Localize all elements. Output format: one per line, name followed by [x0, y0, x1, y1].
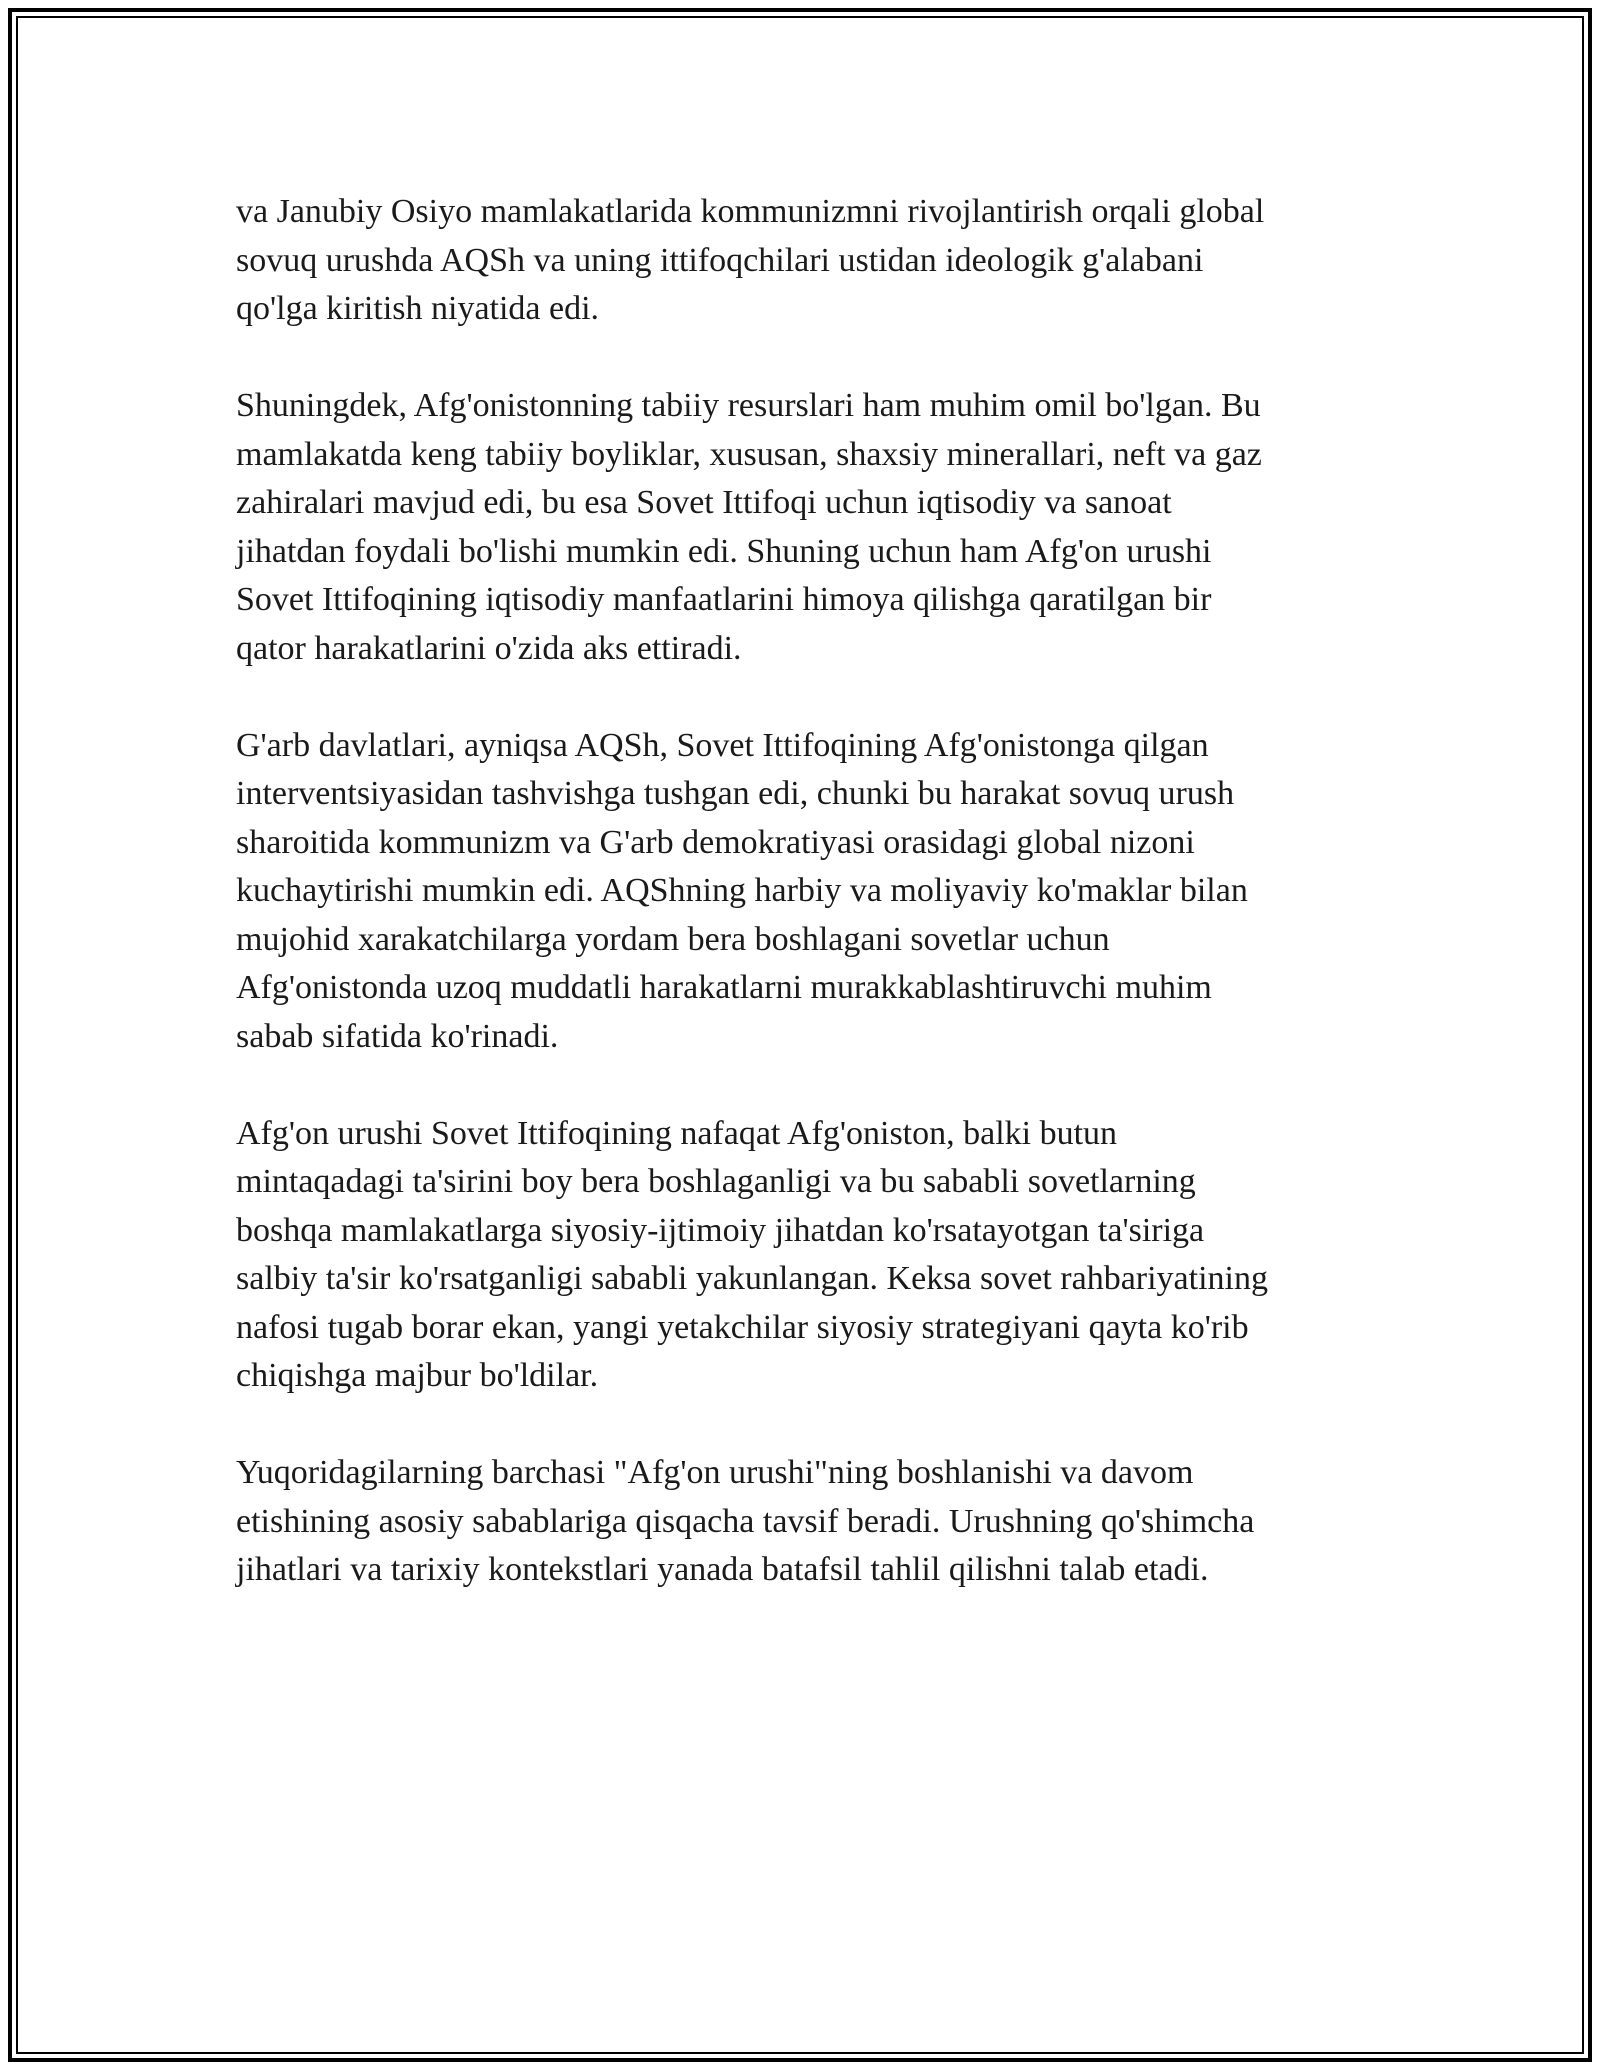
text-line: salbiy ta'sir ko'rsatganligi sababli yakunlangan. Keksa sovet rahbariyatining [236, 1260, 1268, 1297]
text-line: kuchaytirishi mumkin edi. AQShning harbiy va moliyaviy ko'maklar bilan [236, 872, 1248, 909]
text-line: mujohid xarakatchilarga yordam bera boshlagani sovetlar uchun [236, 920, 1110, 958]
text-line: Shuningdek, Afg'onistonning tabiiy resurslari ham muhim omil bo'lgan. Bu [236, 387, 1261, 424]
text-line: sabab sifatida ko'rinadi. [236, 1017, 559, 1055]
text-line: Afg'on urushi Sovet Ittifoqining nafaqat Afg'oniston, balki butun [236, 1114, 1118, 1152]
text-line: interventsiyasidan tashvishga tushgan edi, chunki bu harakat sovuq urush [236, 775, 1235, 812]
text-line: va Janubiy Osiyo mamlakatlarida kommunizmni rivojlantirish orqali global [236, 193, 1265, 230]
text-line: sharoitida kommunizm va G'arb demokratiyasi orasidagi global nizoni [236, 823, 1195, 861]
text-line: qator harakatlarini o'zida aks ettiradi. [236, 629, 742, 667]
text-line: Yuqoridagilarning barchasi "Afg'on urushi"ning boshlanishi va davom [236, 1454, 1194, 1491]
paragraph-1 [236, 188, 1354, 334]
text-line: jihatdan foydali bo'lishi mumkin edi. Shuning uchun ham Afg'on urushi [236, 532, 1212, 570]
text-line: jihatlari va tarixiy kontekstlari yanada batafsil tahlil qilishni talab etadi. [236, 1551, 1209, 1588]
text-line: zahiralari mavjud edi, bu esa Sovet Ittifoqi uchun iqtisodiy va sanoat [236, 484, 1172, 521]
text-line: etishining asosiy sabablariga qisqacha tavsif beradi. Urushning qo'shimcha [236, 1502, 1255, 1540]
text-line: G'arb davlatlari, ayniqsa AQSh, Sovet Ittifoqining Afg'onistonga qilgan [236, 726, 1209, 764]
paragraph-3 [236, 722, 1354, 1062]
text-line: Sovet Ittifoqining iqtisodiy manfaatlarini himoya qilishga qaratilgan bir [236, 581, 1212, 618]
text-line: Afg'onistonda uzoq muddatli harakatlarni murakkablashtiruvchi muhim [236, 969, 1212, 1006]
text-line: mintaqadagi ta'sirini boy bera boshlaganligi va bu sababli sovetlarning [236, 1163, 1196, 1200]
document-body [236, 188, 1354, 1595]
text-line: boshqa mamlakatlarga siyosiy-ijtimoiy jihatdan ko'rsatayotgan ta'siriga [236, 1211, 1205, 1249]
paragraph-4 [236, 1110, 1354, 1401]
text-line: nafosi tugab borar ekan, yangi yetakchilar siyosiy strategiyani qayta ko'rib [236, 1308, 1249, 1346]
paragraph-2 [236, 382, 1354, 673]
text-line: sovuq urushda AQSh va uning ittifoqchilari ustidan ideologik g'alabani [236, 241, 1204, 279]
text-line: chiqishga majbur bo'ldilar. [236, 1357, 599, 1394]
text-line: qo'lga kiritish niyatida edi. [236, 290, 600, 327]
paragraph-5 [236, 1449, 1354, 1595]
text-line: mamlakatda keng tabiiy boyliklar, xususan, shaxsiy minerallari, neft va gaz [236, 435, 1262, 473]
